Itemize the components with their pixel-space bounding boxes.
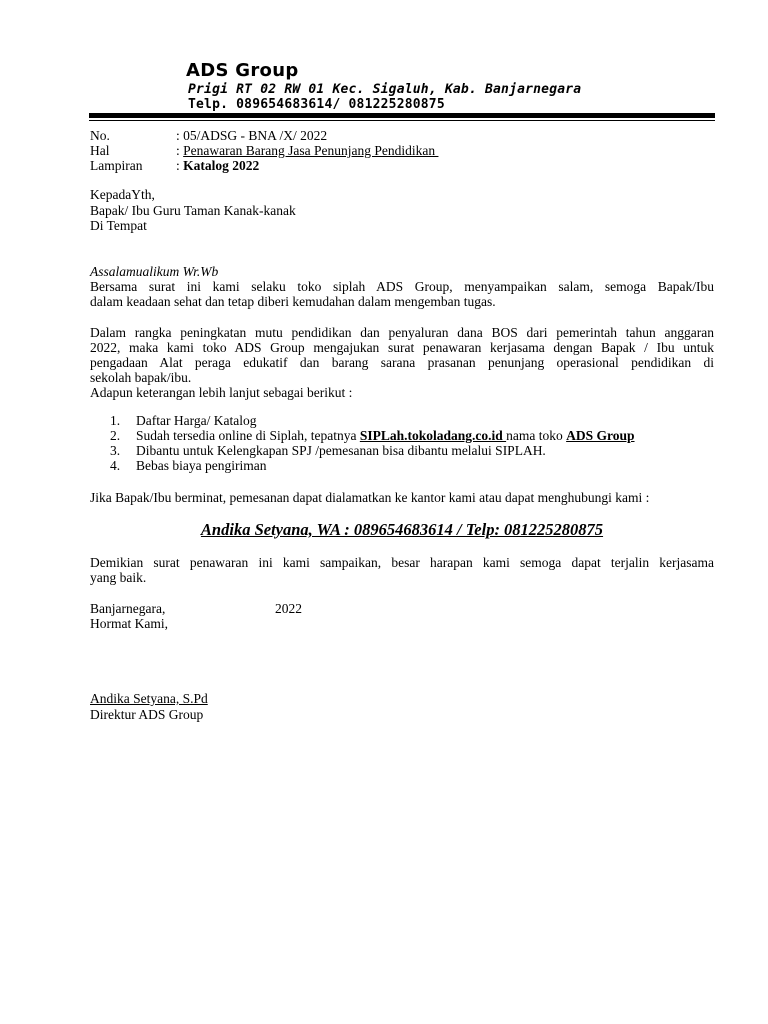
list-item-text: Dibantu untuk Kelengkapan SPJ /pemesanan bisa dibantu melalui SIPLAH. <box>136 443 546 458</box>
list-item-text-part: Sudah tersedia online di Siplah, tepatnya <box>136 428 360 443</box>
greeting: Assalamualikum Wr.Wb <box>90 264 219 279</box>
paragraph-offer-line: Dalam rangka peningkatan mutu pendidikan dan penyaluran dana BOS dari pemerintah tahun anggaran <box>90 325 714 340</box>
signatory-name: Andika Setyana, S.Pd <box>90 691 208 706</box>
paragraph-closing-line: Demikian surat penawaran ini kami sampaikan, besar harapan kami semoga dapat terjalin kerjasama <box>90 555 714 570</box>
list-item-number: 4. <box>110 458 121 473</box>
list-item-text: Daftar Harga/ Katalog <box>136 413 257 428</box>
meta-attachment-value: Katalog 2022 <box>183 158 260 173</box>
meta-number-value: : 05/ADSG - BNA /X/ 2022 <box>176 128 328 143</box>
meta-subject-label: Hal <box>90 143 110 158</box>
letterhead-rule-thick <box>89 113 715 118</box>
store-name-link[interactable]: ADS Group <box>566 428 635 443</box>
paragraph-offer-line: sekolah bapak/ibu. <box>90 370 192 385</box>
org-address: Prigi RT 02 RW 01 Kec. Sigaluh, Kab. Banjarnegara <box>188 82 582 97</box>
recipient-line-1: KepadaYth, <box>90 187 155 202</box>
paragraph-closing-line: yang baik. <box>90 570 147 585</box>
list-item-number: 2. <box>110 428 121 443</box>
meta-attachment-colon: : <box>176 158 184 173</box>
list-item-text <box>136 428 635 443</box>
list-item-text: Bebas biaya pengiriman <box>136 458 267 473</box>
signature-place: Banjarnegara, <box>90 601 166 616</box>
meta-number-label: No. <box>90 128 110 143</box>
recipient-line-3: Di Tempat <box>90 218 147 233</box>
contact-line: Andika Setyana, WA : 089654683614 / Telp: 081225280875 <box>200 520 604 539</box>
signature-regards: Hormat Kami, <box>90 616 168 631</box>
paragraph-offer-line: Adapun keterangan lebih lanjut sebagai berikut : <box>90 385 353 400</box>
list-item-number: 1. <box>110 413 121 428</box>
paragraph-closing <box>90 555 714 585</box>
paragraph-offer <box>90 325 714 400</box>
meta-subject-colon: : <box>176 143 184 158</box>
recipient-line-2: Bapak/ Ibu Guru Taman Kanak-kanak <box>90 203 296 218</box>
org-phone: Telp. 089654683614/ 081225280875 <box>188 97 445 112</box>
org-name: ADS Group <box>186 60 299 81</box>
meta-attachment-value-wrap <box>176 157 259 174</box>
paragraph-intro-line: dalam keadaan sehat dan tetap diberi kemudahan dalam mengemban tugas. <box>90 294 496 309</box>
letterhead-rule-thin <box>89 120 715 121</box>
siplah-link[interactable]: SIPLah.tokoladang.co.id <box>359 428 507 443</box>
meta-subject-value: Penawaran Barang Jasa Penunjang Pendidikan <box>183 143 439 158</box>
list-item-number: 3. <box>110 443 121 458</box>
paragraph-contact-intro: Jika Bapak/Ibu berminat, pemesanan dapat dialamatkan ke kantor kami atau dapat menghubungi kami : <box>90 490 650 505</box>
paragraph-offer-line: 2022, maka kami toko ADS Group mengajukan surat penawaran kerjasama dengan Bapak / Ibu untuk <box>90 340 714 355</box>
signatory-title: Direktur ADS Group <box>90 707 204 722</box>
paragraph-intro <box>90 279 714 309</box>
signature-year: 2022 <box>275 601 302 616</box>
meta-attachment-label: Lampiran <box>90 158 143 173</box>
list-item-text-part: nama toko <box>506 428 567 443</box>
paragraph-offer-line: pengadaan Alat peraga edukatif dan barang sarana prasanan penunjang operasional pendidikan di <box>90 355 714 370</box>
paragraph-intro-line: Bersama surat ini kami selaku toko siplah ADS Group, menyampaikan salam, semoga Bapak/Ibu <box>90 279 714 294</box>
